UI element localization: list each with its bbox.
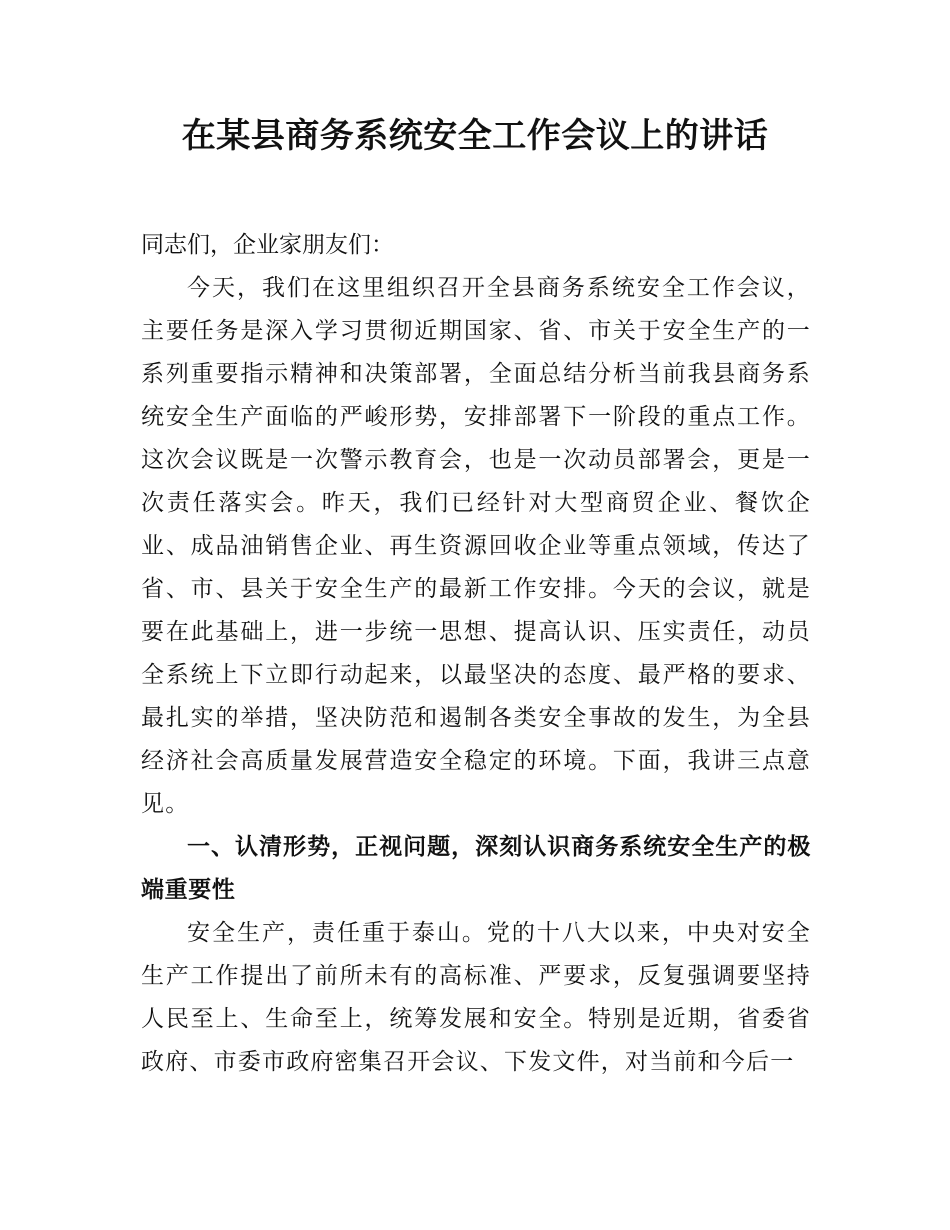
section-heading: 一、认清形势，正视问题，深刻认识商务系统安全生产的极端重要性 [141,834,811,903]
document-title: 在某县商务系统安全工作会议上的讲话 [181,116,769,156]
salutation: 同志们，企业家朋友们： [141,232,394,258]
document-body [141,224,811,1084]
section-paragraph: 安全生产，责任重于泰山。党的十八大以来，中央对安全生产工作提出了前所未有的高标准、严要求，反复强调要坚持人民至上、生命至上，统筹发展和安全。特别是近期，省委省政府、市委市政府密集召开会议、下发文件，对当前和今后一 [141,920,811,1075]
intro-paragraph: 今天，我们在这里组织召开全县商务系统安全工作会议，主要任务是深入学习贯彻近期国家、省、市关于安全生产的一系列重要指示精神和决策部署，全面总结分析当前我县商务系统安全生产面临的严峻形势，安排部署下一阶段的重点工作。这次会议既是一次警示教育会，也是一次动员部署会，更是一次责任落实会。昨天，我们已经针对大型商贸企业、餐饮企业、成品油销售企业、再生资源回收企业等重点领域，传达了省、市、县关于安全生产的最新工作安排。今天的会议，就是要在此基础上，进一步统一思想、提高认识、压实责任，动员全系统上下立即行动起来，以最坚决的态度、最严格的要求、最扎实的举措，坚决防范和遏制各类安全事故的发生，为全县经济社会高质量发展营造安全稳定的环境。下面，我讲三点意见。 [141,275,811,817]
